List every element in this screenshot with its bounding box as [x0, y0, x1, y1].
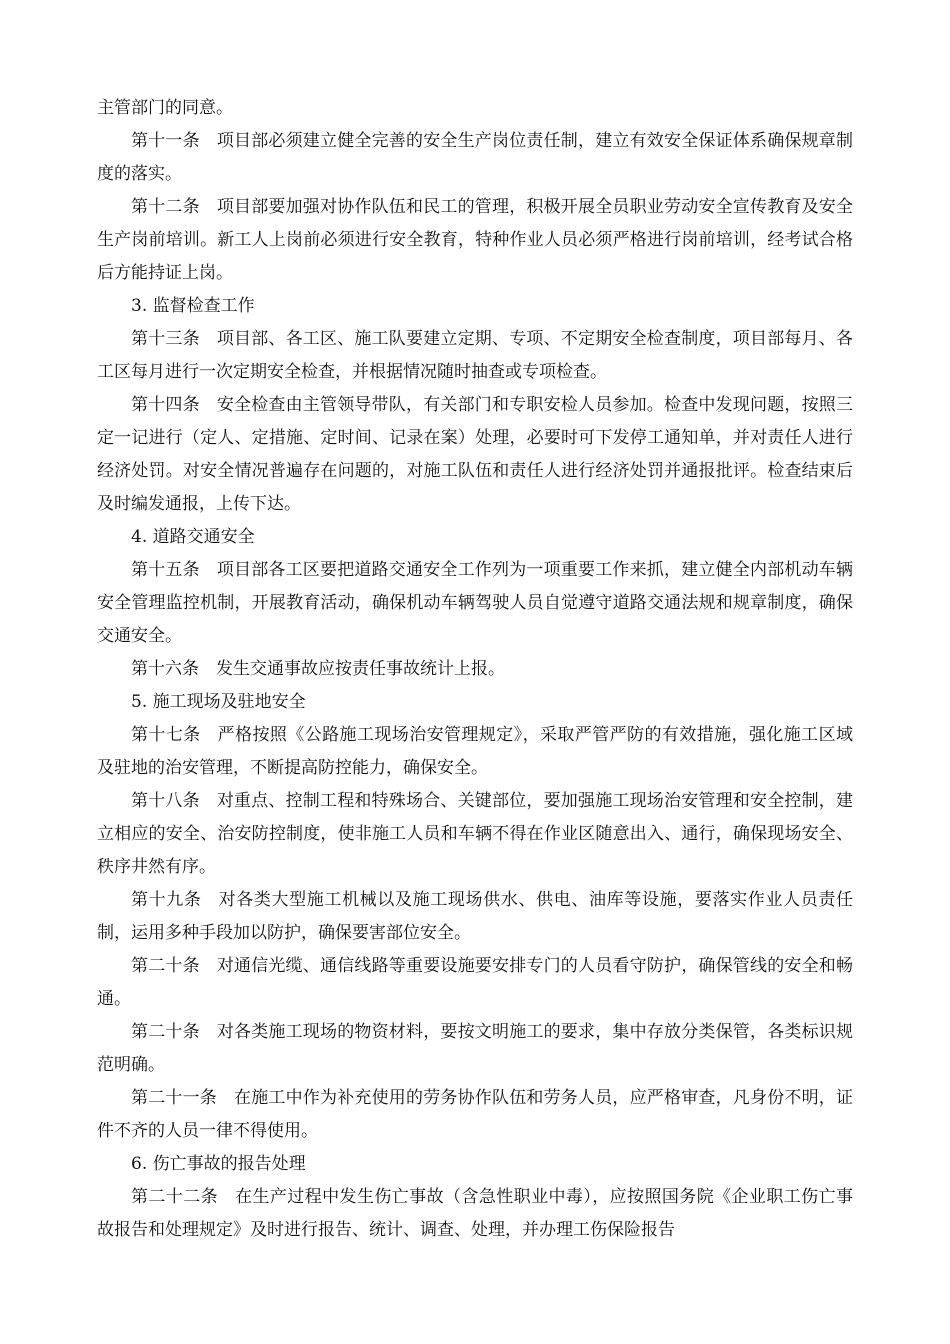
article-number: 第十七条	[131, 725, 201, 745]
article-number: 第十四条	[131, 395, 200, 415]
article-text: 在施工中作为补充使用的劳务协作队伍和劳务人员，应严格审查，凡身份不明，证件不齐的人员一律不得使用。	[97, 1088, 853, 1141]
article-number: 第十五条	[131, 560, 200, 580]
article-paragraph	[97, 191, 853, 290]
article-text: 发生交通事故应按责任事故统计上报。	[216, 659, 505, 679]
document-body	[97, 92, 853, 1247]
article-text: 安全检查由主管领导带队，有关部门和专职安检人员参加。检查中发现问题，按照三定一记进行（定人、定措施、定时间、记录在案）处理，必要时可下发停工通知单，并对责任人进行经济处罚。对安全情况普遍存在问题的，对施工队伍和责任人进行经济处罚并通报批评。检查结束后及时编发通报，上传下达。	[97, 395, 854, 514]
article-text: 对通信光缆、通信线路等重要设施要安排专门的人员看守防护，确保管线的安全和畅通。	[97, 956, 854, 1009]
article-text: 项目部、各工区、施工队要建立定期、专项、不定期安全检查制度，项目部每月、各工区每月进行一次定期安全检查，并根据情况随时抽查或专项检查。	[97, 329, 854, 382]
article-paragraph	[97, 785, 853, 884]
text-paragraph: 主管部门的同意。	[97, 98, 233, 118]
article-text: 对各类大型施工机械以及施工现场供水、供电、油库等设施，要落实作业人员责任制，运用多种手段加以防护，确保要害部位安全。	[97, 890, 854, 943]
article-number: 第十八条	[131, 791, 200, 811]
article-paragraph	[97, 1181, 853, 1247]
article-text: 严格按照《公路施工现场治安管理规定》，采取严管严防的有效措施，强化施工区域及驻地的治安管理，不断提高防控能力，确保安全。	[97, 725, 854, 778]
article-text: 在生产过程中发生伤亡事故（含急性职业中毒），应按照国务院《企业职工伤亡事故报告和处理规定》及时进行报告、统计、调查、处理，并办理工伤保险报告	[97, 1187, 853, 1240]
article-paragraph	[97, 950, 853, 1016]
article-paragraph	[97, 884, 853, 950]
article-paragraph	[97, 125, 853, 191]
article-text: 项目部必须建立健全完善的安全生产岗位责任制，建立有效安全保证体系确保规章制度的落实。	[97, 131, 854, 184]
article-paragraph	[97, 1082, 853, 1148]
article-number: 第十九条	[131, 890, 202, 910]
article-text: 项目部各工区要把道路交通安全工作列为一项重要工作来抓，建立健全内部机动车辆安全管理监控机制，开展教育活动，确保机动车辆驾驶人员自觉遵守道路交通法规和规章制度，确保交通安全。	[97, 560, 854, 646]
section-heading: 5. 施工现场及驻地安全	[131, 692, 306, 712]
section-heading: 3. 监督检查工作	[131, 296, 255, 316]
article-number: 第二十一条	[131, 1088, 217, 1108]
article-number: 第十一条	[131, 131, 200, 151]
article-number: 第十六条	[131, 659, 199, 679]
section-heading: 4. 道路交通安全	[131, 527, 255, 547]
article-text: 对各类施工现场的物资材料，要按文明施工的要求，集中存放分类保管，各类标识规范明确。	[97, 1022, 854, 1075]
article-number: 第十二条	[131, 197, 200, 217]
article-paragraph	[97, 389, 853, 521]
section-heading: 6. 伤亡事故的报告处理	[131, 1154, 306, 1174]
article-paragraph	[97, 1016, 853, 1082]
article-paragraph	[97, 653, 853, 686]
article-number: 第二十二条	[131, 1187, 219, 1207]
article-number: 第二十条	[131, 1022, 200, 1042]
article-text: 对重点、控制工程和特殊场合、关键部位，要加强施工现场治安管理和安全控制，建立相应的安全、治安防控制度，使非施工人员和车辆不得在作业区随意出入、通行，确保现场安全、秩序井然有序。	[97, 791, 854, 877]
article-paragraph	[97, 554, 853, 653]
article-paragraph	[97, 323, 853, 389]
article-text: 项目部要加强对协作队伍和民工的管理，积极开展全员职业劳动安全宣传教育及安全生产岗前培训。新工人上岗前必须进行安全教育，特种作业人员必须严格进行岗前培训，经考试合格后方能持证上岗。	[97, 197, 854, 283]
article-paragraph	[97, 719, 853, 785]
article-number: 第二十条	[131, 956, 200, 976]
article-number: 第十三条	[131, 329, 200, 349]
